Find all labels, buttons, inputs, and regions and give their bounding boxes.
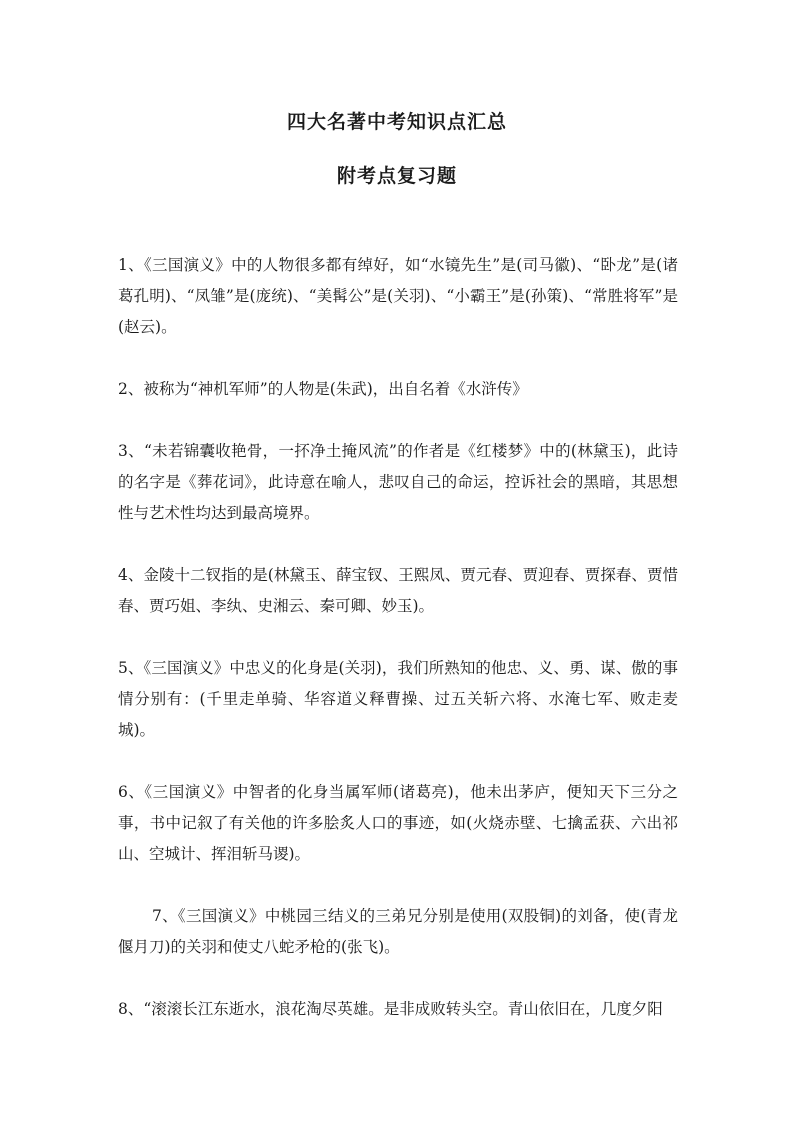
- paragraph-7: 7、《三国演义》中桃园三结义的三弟兄分别是使用(双股铜)的刘备，使(青龙偃月刀)的关羽和使丈八蛇矛枪的(张飞)。: [118, 907, 678, 956]
- paragraph-6: 6、《三国演义》中智者的化身当属军师(诸葛亮)，他未出茅庐，便知天下三分之事，书中记叙了有关他的许多脍炙人口的事迹，如(火烧赤壁、七擒孟获、六出祁山、空城计、挥泪斩马谡)。: [118, 783, 678, 863]
- paragraph-2: 2、被称为“神机军师”的人物是(朱武)，出自名着《水浒传》: [118, 380, 528, 398]
- paragraph-4: 4、金陵十二钗指的是(林黛玉、薛宝钗、王熙凤、贾元春、贾迎春、贾探春、贾惜春、贾巧姐、李纨、史湘云、秦可卿、妙玉)。: [118, 566, 678, 615]
- paragraph-3: 3、“未若锦囊收艳骨，一抔净土掩风流”的作者是《红楼梦》中的(林黛玉)，此诗的名字是《葬花词》，此诗意在喻人，悲叹自己的命运，控诉社会的黑暗，其思想性与艺术性均达到最高境界。: [118, 442, 678, 522]
- paragraph-8: 8、“滚滚长江东逝水，浪花淘尽英雄。是非成败转头空。青山依旧在，几度夕阳: [118, 1000, 663, 1018]
- document-body: [118, 250, 678, 1025]
- paragraph-1: 1、《三国演义》中的人物很多都有绰好，如“水镜先生”是(司马徽)、“卧龙”是(诸葛孔明)、“凤雏”是(庞统)、“美髯公”是(关羽)、“小霸王”是(孙策)、“常胜将军”是(赵云)。: [118, 256, 678, 336]
- paragraph-5: 5、《三国演义》中忠义的化身是(关羽)，我们所熟知的他忠、义、勇、谋、傲的事情分别有：(千里走单骑、华容道义释曹操、过五关斩六将、水淹七军、败走麦城)。: [118, 659, 678, 739]
- document-subtitle: 附考点复习题: [336, 165, 457, 187]
- document-title: 四大名著中考知识点汇总: [286, 111, 507, 133]
